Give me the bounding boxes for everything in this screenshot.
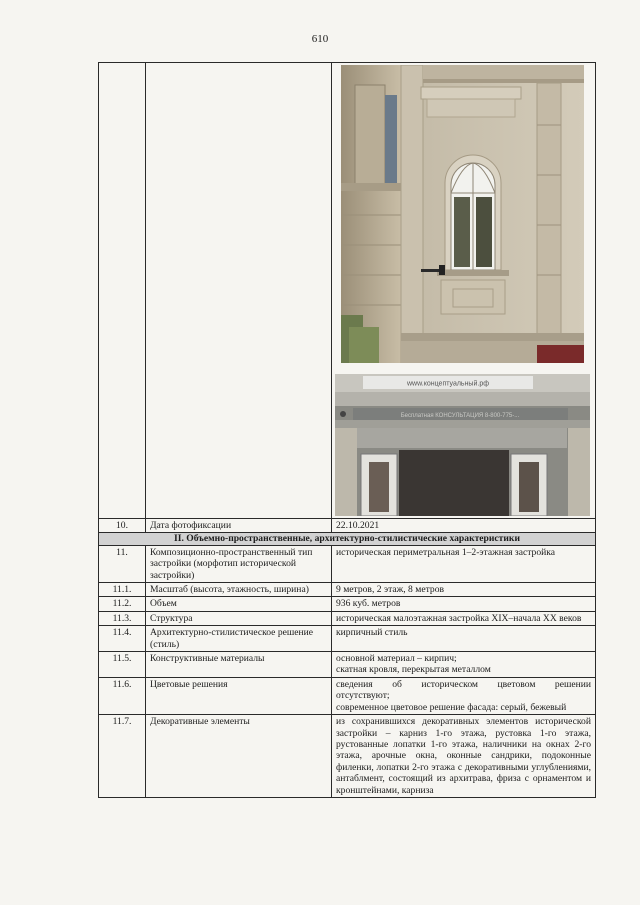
row-11-6-value bbox=[332, 677, 596, 714]
row-10-num: 10. bbox=[99, 519, 146, 533]
row-11-1-label: Масштаб (высота, этажность, ширина) bbox=[146, 583, 332, 597]
row-11-3-num: 11.3. bbox=[99, 611, 146, 625]
row-11-5-value-line-1: основной материал – кирпич; bbox=[336, 653, 457, 665]
row-11-num: 11. bbox=[99, 545, 146, 582]
object-passport-table bbox=[98, 62, 596, 798]
row-11-label: Композиционно-пространственный тип застройки (морфотип исторической застройки) bbox=[146, 545, 332, 582]
row-11-5-num: 11.5. bbox=[99, 652, 146, 678]
row-11 bbox=[99, 545, 596, 582]
facade-photo-lower bbox=[335, 374, 590, 516]
row-11-3 bbox=[99, 611, 596, 625]
row-11-5-label: Конструктивные материалы bbox=[146, 652, 332, 678]
row-11-5-value bbox=[332, 652, 596, 678]
photo-cell bbox=[332, 63, 596, 519]
photo-banner-text: Бесплатная КОНСУЛЬТАЦИЯ 8-800-775-... bbox=[400, 413, 520, 419]
row-11-2 bbox=[99, 597, 596, 611]
row-11-6 bbox=[99, 677, 596, 714]
row-11-7-value: из сохранившихся декоративных элементов исторической застройки – карниз 1-го этажа, рустовка 1-го этажа, рустованные лопатки 1-го этажа, наличники на окнах 2-го этажа, арочные окна, оконные сандрики, подоконные филенки, лопатки 2-го этажа с декоративными углублениями, антаблмент, состоящий из архитрава, фриза с орнаментом и кронштейнами, карниза bbox=[332, 715, 596, 798]
row-10 bbox=[99, 519, 596, 533]
row-11-7-label: Декоративные элементы bbox=[146, 715, 332, 798]
row-10-value: 22.10.2021 bbox=[332, 519, 596, 533]
row-11-6-value-line-2: современное цветовое решение фасада: серый, бежевый bbox=[336, 701, 567, 713]
row-11-2-num: 11.2. bbox=[99, 597, 146, 611]
row-11-1-value: 9 метров, 2 этаж, 8 метров bbox=[332, 583, 596, 597]
photo-sign-text: www.концептуальный.рф bbox=[407, 380, 489, 388]
row-11-3-label: Структура bbox=[146, 611, 332, 625]
row-11-6-label: Цветовые решения bbox=[146, 677, 332, 714]
row-11-4-value: кирпичный стиль bbox=[332, 626, 596, 652]
photo-row bbox=[99, 63, 596, 519]
row-10-label: Дата фотофиксации bbox=[146, 519, 332, 533]
photo-row-label-cell bbox=[146, 63, 332, 519]
row-11-2-label: Объем bbox=[146, 597, 332, 611]
row-11-1-num: 11.1. bbox=[99, 583, 146, 597]
row-11-4-num: 11.4. bbox=[99, 626, 146, 652]
row-11-value: историческая периметральная 1–2-этажная застройка bbox=[332, 545, 596, 582]
row-11-6-num: 11.6. bbox=[99, 677, 146, 714]
row-11-5-value-line-2: скатная кровля, перекрытая металлом bbox=[336, 664, 491, 676]
row-11-6-value-line-1: сведения об историческом цветовом решении отсутствуют; bbox=[336, 678, 591, 702]
row-11-7-num: 11.7. bbox=[99, 715, 146, 798]
row-11-4-label: Архитектурно-стилистическое решение (стиль) bbox=[146, 626, 332, 652]
row-11-4 bbox=[99, 626, 596, 652]
row-11-2-value: 936 куб. метров bbox=[332, 597, 596, 611]
row-11-1 bbox=[99, 583, 596, 597]
row-11-5 bbox=[99, 652, 596, 678]
section-2-header bbox=[99, 533, 596, 545]
facade-photo-upper bbox=[341, 65, 584, 363]
photo-row-num-cell bbox=[99, 63, 146, 519]
row-11-3-value: историческая малоэтажная застройка XIX–начала XX веков bbox=[332, 611, 596, 625]
row-11-7 bbox=[99, 715, 596, 798]
page-number: 610 bbox=[311, 33, 329, 45]
section-2-title: II. Объемно-пространственные, архитектурно-стилистические характеристики bbox=[99, 533, 596, 545]
